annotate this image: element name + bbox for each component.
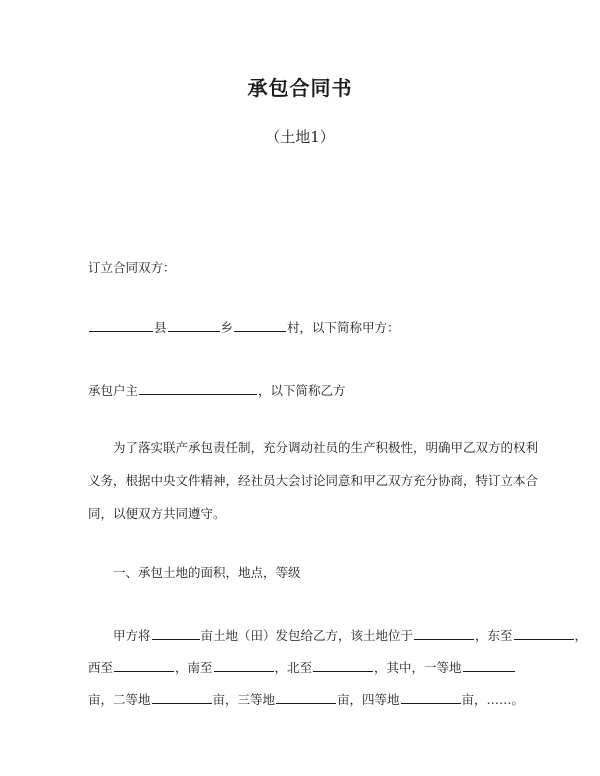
village-blank bbox=[234, 320, 286, 332]
grade-1-blank bbox=[463, 660, 515, 672]
party-b-suffix: ，以下简称乙方 bbox=[258, 383, 346, 398]
county-blank bbox=[89, 320, 153, 332]
text-segment: ，北至 bbox=[274, 660, 313, 675]
grade-4-blank bbox=[401, 692, 461, 704]
township-blank bbox=[168, 320, 220, 332]
party-a-line bbox=[88, 320, 400, 335]
text-segment: 西至 bbox=[88, 660, 114, 675]
text-segment: 亩，四等地 bbox=[337, 692, 400, 707]
document-subtitle: （土地1） bbox=[265, 128, 335, 146]
text-segment: ， bbox=[574, 628, 588, 643]
section-1-heading: 一、承包土地的面积，地点，等级 bbox=[113, 565, 301, 580]
east-blank bbox=[514, 628, 574, 640]
section-1-line-2 bbox=[88, 660, 516, 675]
text-segment: ，东至 bbox=[475, 628, 513, 643]
south-blank bbox=[214, 660, 274, 672]
north-blank bbox=[313, 660, 373, 672]
village-label: 村，以下简称甲方： bbox=[287, 320, 400, 335]
township-label: 乡 bbox=[220, 320, 234, 335]
party-b-line bbox=[88, 383, 346, 398]
parties-intro: 订立合同双方： bbox=[88, 260, 176, 275]
document-title: 承包合同书 bbox=[247, 76, 353, 100]
grade-2-blank bbox=[152, 692, 212, 704]
section-1-line-1 bbox=[113, 628, 587, 643]
text-segment: 亩，三等地 bbox=[212, 692, 276, 707]
grade-3-blank bbox=[276, 692, 336, 704]
text-segment: ，其中，一等地 bbox=[374, 660, 462, 675]
text-segment: 亩土地（田）发包给乙方，该土地位于 bbox=[200, 628, 414, 643]
west-blank bbox=[114, 660, 174, 672]
section-1-line-3 bbox=[88, 692, 524, 707]
party-b-prefix: 承包户主 bbox=[88, 383, 139, 398]
text-segment: ，南至 bbox=[175, 660, 213, 675]
preamble-line-1: 为了落实联产承包责任制，充分调动社员的生产积极性，明确甲乙双方的权利 bbox=[113, 440, 539, 455]
area-blank bbox=[152, 628, 200, 640]
preamble-line-2: 义务，根据中央文件精神，经社员大会讨论同意和甲乙双方充分协商，特订立本合 bbox=[88, 473, 539, 488]
text-segment: 甲方将 bbox=[113, 628, 151, 643]
text-segment: 亩，二等地 bbox=[88, 692, 151, 707]
text-segment: 亩，……。 bbox=[461, 692, 525, 707]
householder-blank bbox=[139, 383, 257, 395]
location-blank bbox=[414, 628, 474, 640]
county-label: 县 bbox=[154, 320, 167, 335]
preamble-line-3: 同，以便双方共同遵守。 bbox=[88, 506, 226, 521]
